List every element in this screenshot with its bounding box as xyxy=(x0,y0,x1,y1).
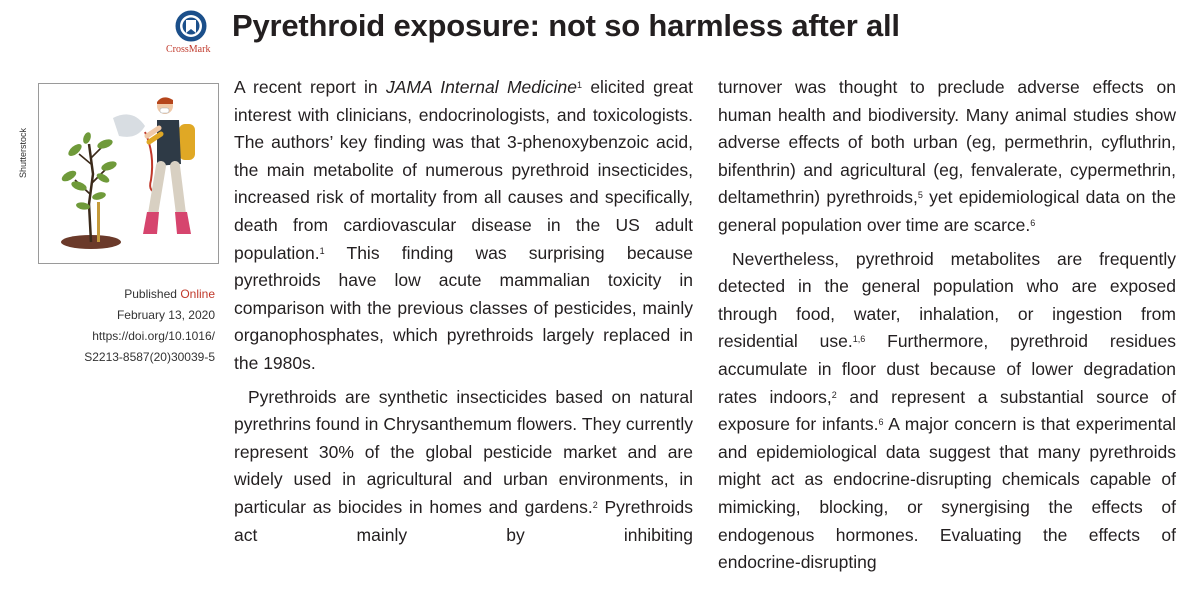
reference-marker[interactable]: 1 xyxy=(319,245,325,256)
article-title: Pyrethroid exposure: not so harmless after all xyxy=(232,8,900,43)
reference-marker[interactable]: 6 xyxy=(878,417,884,428)
body-column-left xyxy=(234,74,693,549)
reference-marker[interactable]: 2 xyxy=(592,499,598,510)
doi-link-line2[interactable]: S2213-8587(20)30039-5 xyxy=(84,350,215,364)
reference-marker[interactable]: 6 xyxy=(1030,217,1036,228)
crossmark-icon xyxy=(175,10,207,42)
article-illustration xyxy=(38,83,219,264)
gardener-spraying-plant-illustration xyxy=(39,84,218,263)
image-credit: Shutterstock xyxy=(18,127,28,178)
journal-name: JAMA Internal Medicine xyxy=(385,77,577,97)
published-label: Published xyxy=(124,287,177,301)
doi-link-line1[interactable]: https://doi.org/10.1016/ xyxy=(92,329,215,343)
reference-marker[interactable]: 5 xyxy=(917,190,923,201)
crossmark-label: CrossMark xyxy=(166,44,211,55)
publication-info xyxy=(60,284,215,368)
paragraph: Pyrethroids are synthetic insecticides based on natural pyrethrins found in Chrysanthemum flowers. They currently represent 30% of the global pesticide market and are widely used in agricultural and urban environments, in particular as biocides in homes and gardens.$^2$ Pyrethroids act mainly by inhibiting xyxy=(234,386,693,545)
crossmark-badge[interactable] xyxy=(166,10,211,55)
body-column-right xyxy=(718,74,1176,577)
reference-marker[interactable]: 1,6 xyxy=(852,334,866,345)
paragraph: A recent report in JAMA Internal Medicine$^1$ elicited great interest with clinicians, endocrinologists, and toxicologists. The authors’ key finding was that 3-phenoxybenzoic acid, the main metabolite of numerous pyrethroid insecticides, increased risk of mortality from all causes and specifically, death from cardiovascular disease in the US adult population.$^1$ This finding was surprising because pyrethroids have low acute mammalian toxicity in comparison with the previous classes of pesticides, mainly organophosphates, which pyrethroids largely replaced in the 1980s. xyxy=(234,77,693,373)
paragraph: turnover was thought to preclude adverse effects on human health and biodiversity. Many animal studies show adverse effects of both urban (eg, permethrin, cyfluthrin, bifenthrin) and agricultural (eg, fenvalerate, cypermethrin, deltamethrin) pyrethroids,$^5$ yet epidemiological data on the general population over time are scarce.$^6$ xyxy=(718,77,1176,235)
publication-date: February 13, 2020 xyxy=(116,308,215,322)
paragraph: Nevertheless, pyrethroid metabolites are frequently detected in the general population who are exposed through food, water, inhalation, or ingestion from residential use.$^{1,6}$ Furthermore, pyrethroid residues accumulate in floor dust because of lower degradation rates indoors,$^2$ and represent a substantial source of exposure for infants.$^6$ A major concern is that experimental and epidemiological data suggest that many pyrethroids might act as endocrine-disrupting chemicals capable of mimicking, blocking, or synergising the effects of endogenous hormones. Evaluating the effects of endocrine-disrupting xyxy=(718,248,1177,573)
reference-marker[interactable]: 1 xyxy=(577,80,583,90)
reference-marker[interactable]: 2 xyxy=(831,389,837,400)
published-online-line xyxy=(60,284,215,305)
online-label: Online xyxy=(180,287,215,301)
